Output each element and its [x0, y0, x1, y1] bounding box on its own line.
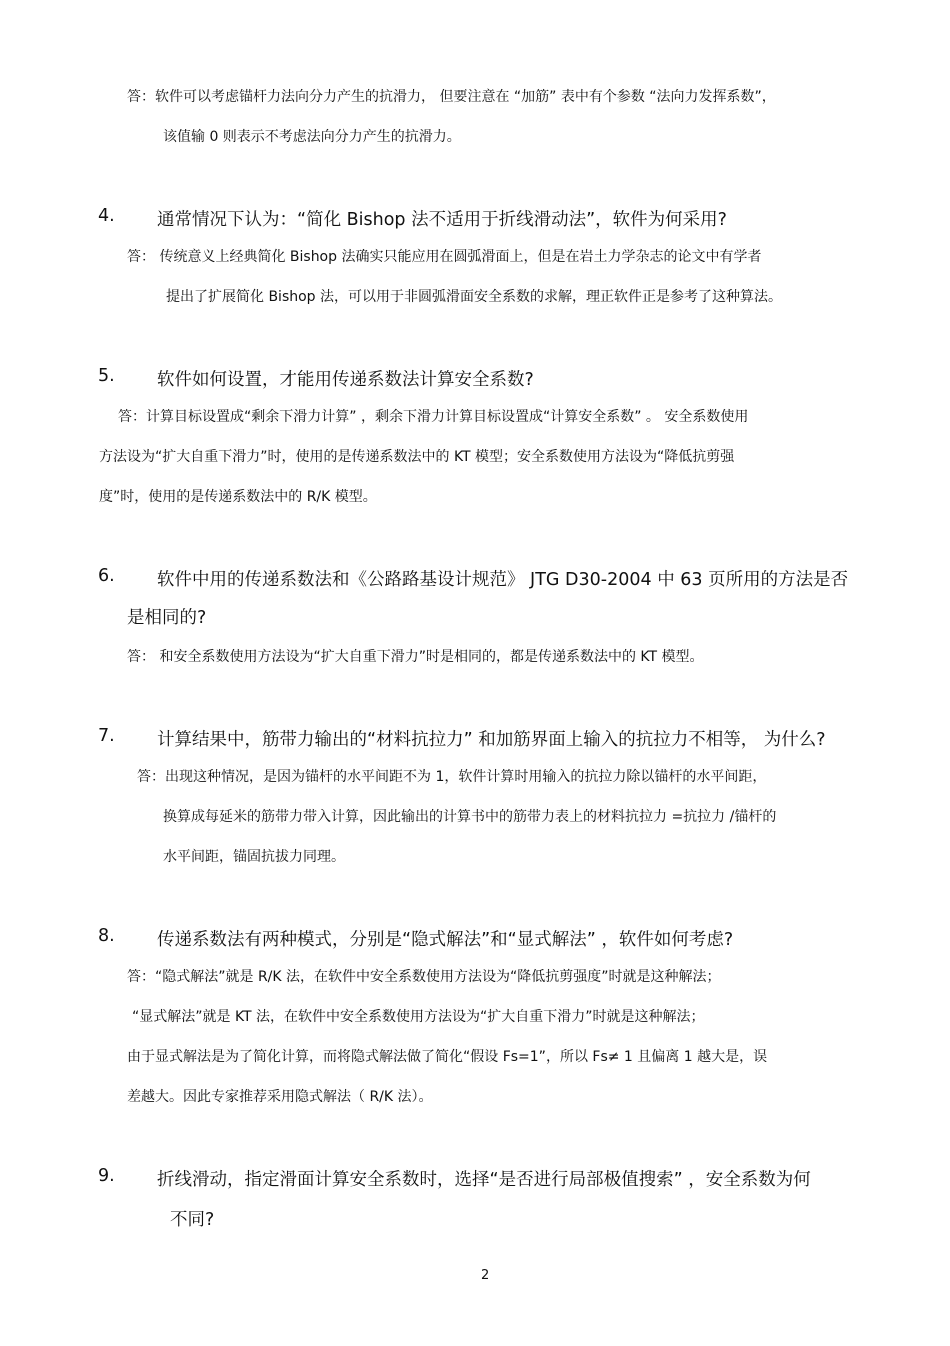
question-number: 5. [98, 366, 115, 386]
answer-text: 提出了扩展简化 Bishop 法，可以用于非圆弧滑面安全系数的求解，理正软件正是参考了这种算法。 [166, 289, 783, 305]
question-number: 7. [98, 726, 115, 746]
answer-text: 答：计算目标设置成“剩余下滑力计算” ，剩余下滑力计算目标设置成“计算安全系数” 。 安全系数使用 [118, 409, 749, 425]
question-text: 不同? [170, 1210, 215, 1230]
answer-text: 答： 和安全系数使用方法设为“扩大自重下滑力”时是相同的，都是传递系数法中的 KT 模型。 [127, 649, 704, 665]
answer-text: 答： 传统意义上经典简化 Bishop 法确实只能应用在圆弧滑面上，但是在岩土力学杂志的论文中有学者 [127, 249, 762, 265]
answer-text: 该值输 0 则表示不考虑法向分力产生的抗滑力。 [163, 129, 461, 145]
question-number: 9. [98, 1166, 115, 1186]
answer-text: 答：“隐式解法”就是 R/K 法，在软件中安全系数使用方法设为“降低抗剪强度”时就是这种解法； [127, 969, 721, 985]
question-text: 通常情况下认为：“简化 Bishop 法不适用于折线滑动法”，软件为何采用? [157, 210, 727, 230]
answer-text: 度”时，使用的是传递系数法中的 R/K 模型。 [99, 489, 377, 505]
answer-text: 答：出现这种情况，是因为锚杆的水平间距不为 1，软件计算时用输入的抗拉力除以锚杆的水平间距， [137, 769, 767, 785]
question-number: 4. [98, 206, 115, 226]
answer-text: “显式解法”就是 KT 法，在软件中安全系数使用方法设为“扩大自重下滑力”时就是这种解法； [132, 1009, 705, 1025]
answer-text: 差越大。因此专家推荐采用隐式解法（ R/K 法）。 [127, 1089, 433, 1105]
page-number: 2 [481, 1268, 490, 1283]
question-number: 8. [98, 926, 115, 946]
question-text: 折线滑动，指定滑面计算安全系数时，选择“是否进行局部极值搜索” ，安全系数为何 [157, 1170, 811, 1190]
question-number: 6. [98, 566, 115, 586]
answer-text: 由于显式解法是为了简化计算，而将隐式解法做了简化“假设 Fs=1”，所以 Fs≠ 1 且偏离 1 越大是，误 [127, 1049, 768, 1065]
answer-text: 水平间距，锚固抗拔力同理。 [163, 849, 345, 865]
question-text: 软件中用的传递系数法和《公路路基设计规范》 JTG D30-2004 中 63 页所用的方法是否 [157, 570, 849, 590]
answer-text: 答：软件可以考虑锚杆力法向分力产生的抗滑力， 但要注意在 “加筋” 表中有个参数 “法向力发挥系数”， [127, 89, 776, 105]
question-text: 传递系数法有两种模式，分别是“隐式解法”和“显式解法” ，软件如何考虑? [157, 930, 734, 950]
answer-text: 换算成每延米的筋带力带入计算，因此输出的计算书中的筋带力表上的材料抗拉力 =抗拉力 /锚杆的 [163, 809, 777, 825]
question-text: 计算结果中，筋带力输出的“材料抗拉力” 和加筋界面上输入的抗拉力不相等， 为什么? [157, 730, 826, 750]
question-text: 是相同的? [127, 608, 207, 628]
answer-text: 方法设为“扩大自重下滑力”时，使用的是传递系数法中的 KT 模型；安全系数使用方法设为“降低抗剪强 [99, 449, 735, 465]
question-text: 软件如何设置，才能用传递系数法计算安全系数? [157, 370, 534, 390]
